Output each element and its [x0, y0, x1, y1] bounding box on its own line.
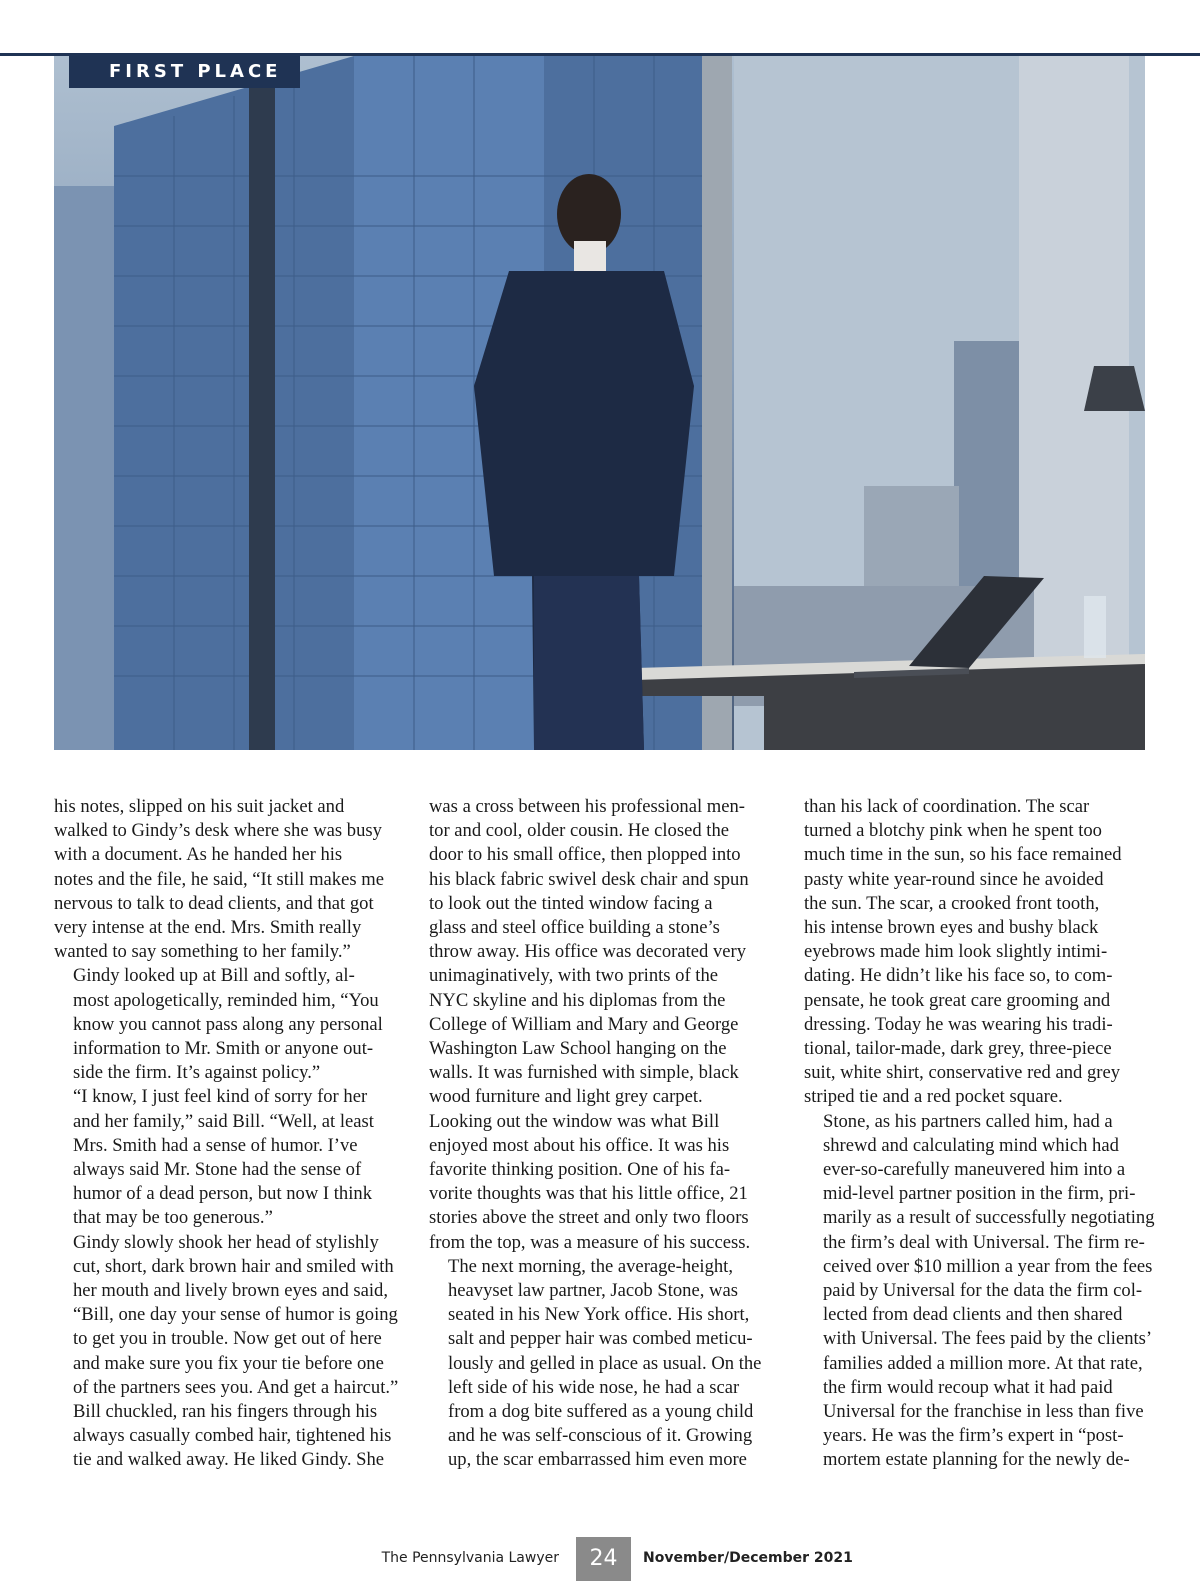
article-column-2	[429, 795, 779, 1473]
issue-date: November/December 2021	[643, 1550, 853, 1566]
text-line: tie and walked away. He liked Gindy. She	[73, 1449, 385, 1471]
text-line: pasty white year-round since he avoided	[804, 868, 1104, 890]
text-line: marily as a result of successfully negotiating	[823, 1207, 1155, 1229]
text-line: walked to Gindy’s desk where she was busy	[54, 820, 382, 842]
text-line: her mouth and lively brown eyes and said,	[73, 1280, 388, 1302]
page-footer	[0, 1537, 1200, 1581]
text-line: glass and steel office building a stone’s	[429, 917, 720, 939]
text-line: Bill chuckled, ran his fingers through his	[73, 1401, 378, 1423]
text-line: much time in the sun, so his face remained	[804, 844, 1122, 866]
text-line: years. He was the firm’s expert in “post-	[823, 1425, 1124, 1447]
text-line: throw away. His office was decorated very	[429, 941, 747, 963]
text-line: “Bill, one day your sense of humor is going	[73, 1304, 398, 1326]
text-line: turned a blotchy pink when he spent too	[804, 820, 1102, 842]
hero-photo-illustration	[54, 56, 1145, 750]
text-line: from a dog bite suffered as a young child	[448, 1401, 754, 1423]
text-line: vorite thoughts was that his little office, 21	[429, 1183, 748, 1205]
text-line: with Universal. The fees paid by the clients’	[823, 1328, 1153, 1350]
text-line: know you cannot pass along any personal	[73, 1013, 383, 1035]
text-line: walls. It was furnished with simple, black	[429, 1062, 739, 1084]
paragraph	[54, 1085, 404, 1230]
text-line: the sun. The scar, a crooked front tooth,	[804, 892, 1100, 914]
paragraph	[54, 1400, 404, 1473]
text-line: mid-level partner position in the firm, pri-	[823, 1183, 1136, 1205]
text-line: very intense at the end. Mrs. Smith really	[54, 917, 362, 939]
text-line: up, the scar embarrassed him even more	[448, 1449, 747, 1471]
text-line: wood furniture and light grey carpet.	[429, 1086, 703, 1108]
text-line: Gindy looked up at Bill and softly, al-	[73, 965, 355, 987]
text-line: always said Mr. Stone had the sense of	[73, 1159, 362, 1181]
paragraph	[54, 964, 404, 1085]
text-line: humor of a dead person, but now I think	[73, 1183, 372, 1205]
text-line: the firm’s deal with Universal. The firm re-	[823, 1231, 1145, 1253]
text-line: Mrs. Smith had a sense of humor. I’ve	[73, 1134, 358, 1156]
paragraph	[429, 795, 779, 1255]
text-line: his intense brown eyes and bushy black	[804, 917, 1099, 939]
text-line: always casually combed hair, tightened his	[73, 1425, 392, 1447]
text-line: NYC skyline and his diplomas from the	[429, 989, 726, 1011]
text-line: tional, tailor-made, dark grey, three-piece	[804, 1038, 1112, 1060]
text-line: “I know, I just feel kind of sorry for her	[73, 1086, 368, 1108]
text-line: information to Mr. Smith or anyone out-	[73, 1038, 374, 1060]
publication-name: The Pennsylvania Lawyer	[381, 1550, 559, 1566]
text-line: tor and cool, older cousin. He closed the	[429, 820, 729, 842]
text-line: to look out the tinted window facing a	[429, 892, 713, 914]
article-column-1	[54, 795, 404, 1473]
text-line: nervous to talk to dead clients, and that got	[54, 892, 374, 914]
text-line: his notes, slipped on his suit jacket and	[54, 796, 345, 817]
text-line: his black fabric swivel desk chair and spun	[429, 868, 749, 890]
paragraph	[429, 1255, 779, 1473]
text-line: door to his small office, then plopped into	[429, 844, 741, 866]
text-line: striped tie and a red pocket square.	[804, 1086, 1063, 1108]
text-line: College of William and Mary and George	[429, 1013, 739, 1035]
text-line: left side of his wide nose, he had a scar	[448, 1376, 740, 1398]
hero-photo	[54, 56, 1145, 750]
paragraph	[804, 1110, 1154, 1473]
text-line: salt and pepper hair was combed meticu-	[448, 1328, 753, 1350]
text-line: Looking out the window was what Bill	[429, 1110, 720, 1132]
text-line: stories above the street and only two floors	[429, 1207, 749, 1229]
text-line: and make sure you fix your tie before one	[73, 1352, 384, 1374]
text-line: unimaginatively, with two prints of the	[429, 965, 719, 987]
text-line: and her family,” said Bill. “Well, at least	[73, 1110, 374, 1132]
paragraph	[804, 795, 1154, 1110]
text-line: shrewd and calculating mind which had	[823, 1134, 1119, 1156]
text-line: most apologetically, reminded him, “You	[73, 989, 379, 1011]
paragraph	[54, 1231, 404, 1400]
text-line: heavyset law partner, Jacob Stone, was	[448, 1280, 738, 1302]
text-line: suit, white shirt, conservative red and grey	[804, 1062, 1121, 1084]
text-line: from the top, was a measure of his success.	[429, 1231, 751, 1253]
text-line: Stone, as his partners called him, had a	[823, 1110, 1113, 1132]
article-column-3	[804, 795, 1154, 1473]
text-line: seated in his New York office. His short,	[448, 1304, 750, 1326]
text-line: lected from dead clients and then shared	[823, 1304, 1123, 1326]
text-line: dating. He didn’t like his face so, to com-	[804, 965, 1113, 987]
text-line: of the partners sees you. And get a haircut.”	[73, 1376, 399, 1398]
text-line: was a cross between his professional men-	[429, 796, 746, 817]
text-line: paid by Universal for the data the firm col-	[823, 1280, 1143, 1302]
text-line: cut, short, dark brown hair and smiled with	[73, 1255, 394, 1277]
page-number: 24	[576, 1537, 631, 1581]
text-line: pensate, he took great care grooming and	[804, 989, 1111, 1011]
text-line: with a document. As he handed her his	[54, 844, 343, 866]
text-line: than his lack of coordination. The scar	[804, 796, 1090, 817]
text-line: families added a million more. At that rate,	[823, 1352, 1143, 1374]
text-line: the firm would recoup what it had paid	[823, 1376, 1113, 1398]
text-line: mortem estate planning for the newly de-	[823, 1449, 1130, 1471]
text-line: to get you in trouble. Now get out of here	[73, 1328, 382, 1350]
text-line: that may be too generous.”	[73, 1207, 273, 1229]
text-line: enjoyed most about his office. It was his	[429, 1134, 730, 1156]
section-tag: FIRST PLACE	[69, 56, 300, 88]
text-line: and he was self-conscious of it. Growing	[448, 1425, 753, 1447]
text-line: favorite thinking position. One of his fa-	[429, 1159, 731, 1181]
text-line: The next morning, the average-height,	[448, 1255, 733, 1277]
text-line: lously and gelled in place as usual. On the	[448, 1352, 762, 1374]
text-line: notes and the file, he said, “It still makes me	[54, 868, 384, 890]
text-line: side the firm. It’s against policy.”	[73, 1062, 321, 1084]
text-line: ever-so-carefully maneuvered him into a	[823, 1159, 1126, 1181]
text-line: ceived over $10 million a year from the fees	[823, 1255, 1153, 1277]
text-line: Washington Law School hanging on the	[429, 1038, 727, 1060]
text-line: wanted to say something to her family.”	[54, 941, 351, 963]
text-line: dressing. Today he was wearing his tradi-	[804, 1013, 1113, 1035]
text-line: Gindy slowly shook her head of stylishly	[73, 1231, 379, 1253]
text-line: Universal for the franchise in less than five	[823, 1401, 1144, 1423]
text-line: eyebrows made him look slightly intimi-	[804, 941, 1108, 963]
paragraph	[54, 795, 404, 964]
